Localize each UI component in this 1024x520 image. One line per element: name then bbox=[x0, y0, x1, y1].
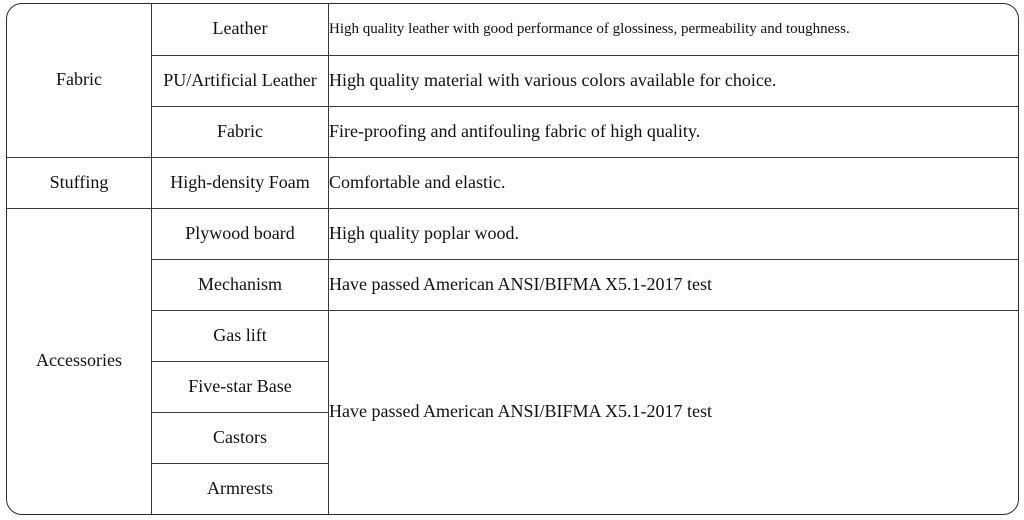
table-row bbox=[7, 55, 1018, 106]
description-leather: High quality leather with good performance of glossiness, permeability and toughness. bbox=[329, 4, 1019, 55]
item-castors: Castors bbox=[152, 412, 329, 463]
category-fabric: Fabric bbox=[7, 4, 152, 157]
item-armrests: Armrests bbox=[152, 463, 329, 514]
description-shared-certification: Have passed American ANSI/BIFMA X5.1-2017 test bbox=[329, 310, 1019, 514]
description-pu-artificial-leather: High quality material with various colors available for choice. bbox=[329, 55, 1019, 106]
item-fabric: Fabric bbox=[152, 106, 329, 157]
item-mechanism: Mechanism bbox=[152, 259, 329, 310]
table-row bbox=[7, 208, 1018, 259]
table-row bbox=[7, 106, 1018, 157]
description-high-density-foam: Comfortable and elastic. bbox=[329, 157, 1019, 208]
spec-table-frame bbox=[6, 3, 1019, 515]
item-leather: Leather bbox=[152, 4, 329, 55]
description-fabric: Fire-proofing and antifouling fabric of high quality. bbox=[329, 106, 1019, 157]
item-high-density-foam: High-density Foam bbox=[152, 157, 329, 208]
category-accessories: Accessories bbox=[7, 208, 152, 514]
item-pu-artificial-leather: PU/Artificial Leather bbox=[152, 55, 329, 106]
category-stuffing: Stuffing bbox=[7, 157, 152, 208]
table-row bbox=[7, 259, 1018, 310]
table-row bbox=[7, 4, 1018, 55]
description-plywood-board: High quality poplar wood. bbox=[329, 208, 1019, 259]
item-five-star-base: Five-star Base bbox=[152, 361, 329, 412]
item-plywood-board: Plywood board bbox=[152, 208, 329, 259]
table-row bbox=[7, 157, 1018, 208]
item-gas-lift: Gas lift bbox=[152, 310, 329, 361]
table-row bbox=[7, 310, 1018, 361]
material-spec-table bbox=[7, 4, 1018, 514]
description-mechanism: Have passed American ANSI/BIFMA X5.1-2017 test bbox=[329, 259, 1019, 310]
